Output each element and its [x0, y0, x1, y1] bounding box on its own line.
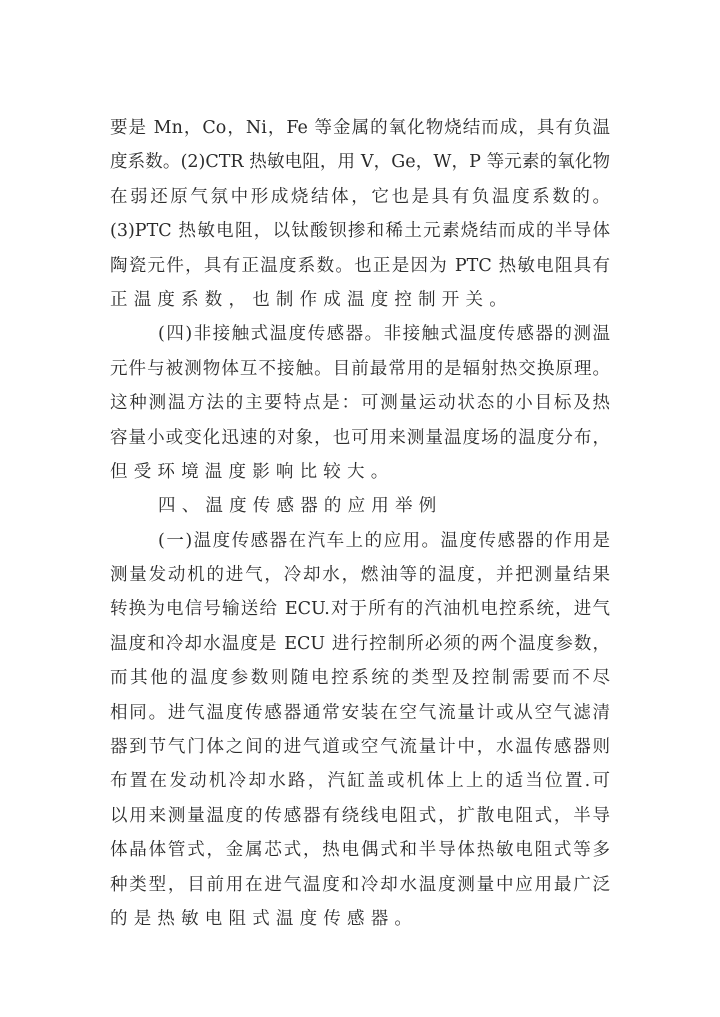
text-line: 度系数。(2)CTR 热敏电阻，用 V，Ge，W，P 等元素的氧化物 [110, 152, 610, 173]
text-line: 要是 Mn，Co，Ni，Fe 等金属的氧化物烧结而成，具有负温 [110, 118, 610, 138]
text-line: 器到节气门体之间的进气道或空气流量计中，水温传感器则 [110, 737, 610, 758]
text-line: 的是热敏电阻式温度传感器。 [110, 908, 419, 929]
text-line: (3)PTC 热敏电阻，以钛酸钡掺和稀土元素烧结而成的半导体 [110, 221, 610, 242]
document-page [110, 111, 610, 936]
text-line: 正温度系数，也制作成温度控制开关。 [110, 289, 513, 310]
text-line: 相同。进气温度传感器通常安装在空气流量计或从空气滤清 [110, 702, 610, 723]
text-line: (一)温度传感器在汽车上的应用。温度传感器的作用是 [158, 530, 610, 551]
section-heading: 四、温度传感器的应用举例 [158, 496, 443, 517]
text-line: 这种测温方法的主要特点是：可测量运动状态的小目标及热 [110, 393, 610, 414]
text-line: 元件与被测物体互不接触。目前最常用的是辐射热交换原理。 [110, 358, 610, 379]
text-line: 种类型，目前用在进气温度和冷却水温度测量中应用最广泛 [110, 874, 610, 895]
text-line: 在弱还原气氛中形成烧结体，它也是具有负温度系数的。 [110, 186, 610, 207]
text-line: 测量发动机的进气，冷却水，燃油等的温度，并把测量结果 [110, 565, 610, 586]
text-line: (四)非接触式温度传感器。非接触式温度传感器的测温 [158, 324, 610, 345]
text-line: 转换为电信号输送给 ECU.对于所有的汽油机电控系统，进气 [110, 599, 610, 620]
text-line: 而其他的温度参数则随电控系统的类型及控制需要而不尽 [110, 668, 610, 689]
paragraph-non-contact-sensor [110, 317, 610, 489]
text-line: 布置在发动机冷却水路，汽缸盖或机体上上的适当位置.可 [110, 771, 610, 792]
text-line: 温度和冷却水温度是 ECU 进行控制所必须的两个温度参数， [110, 633, 610, 654]
text-line: 以用来测量温度的传感器有绕线电阻式，扩散电阻式，半导 [110, 805, 610, 826]
text-line: 容量小或变化迅速的对象，也可用来测量温度场的温度分布， [110, 427, 610, 448]
text-line: 陶瓷元件，具有正温度系数。也正是因为 PTC 热敏电阻具有 [110, 255, 610, 276]
text-line: 但受环境温度影响比较大。 [110, 461, 395, 482]
section-heading-applications [110, 489, 610, 523]
text-line: 体晶体管式，金属芯式，热电偶式和半导体热敏电阻式等多 [110, 840, 610, 861]
paragraph-automotive-application [110, 524, 610, 937]
paragraph-thermistor-types [110, 111, 610, 317]
